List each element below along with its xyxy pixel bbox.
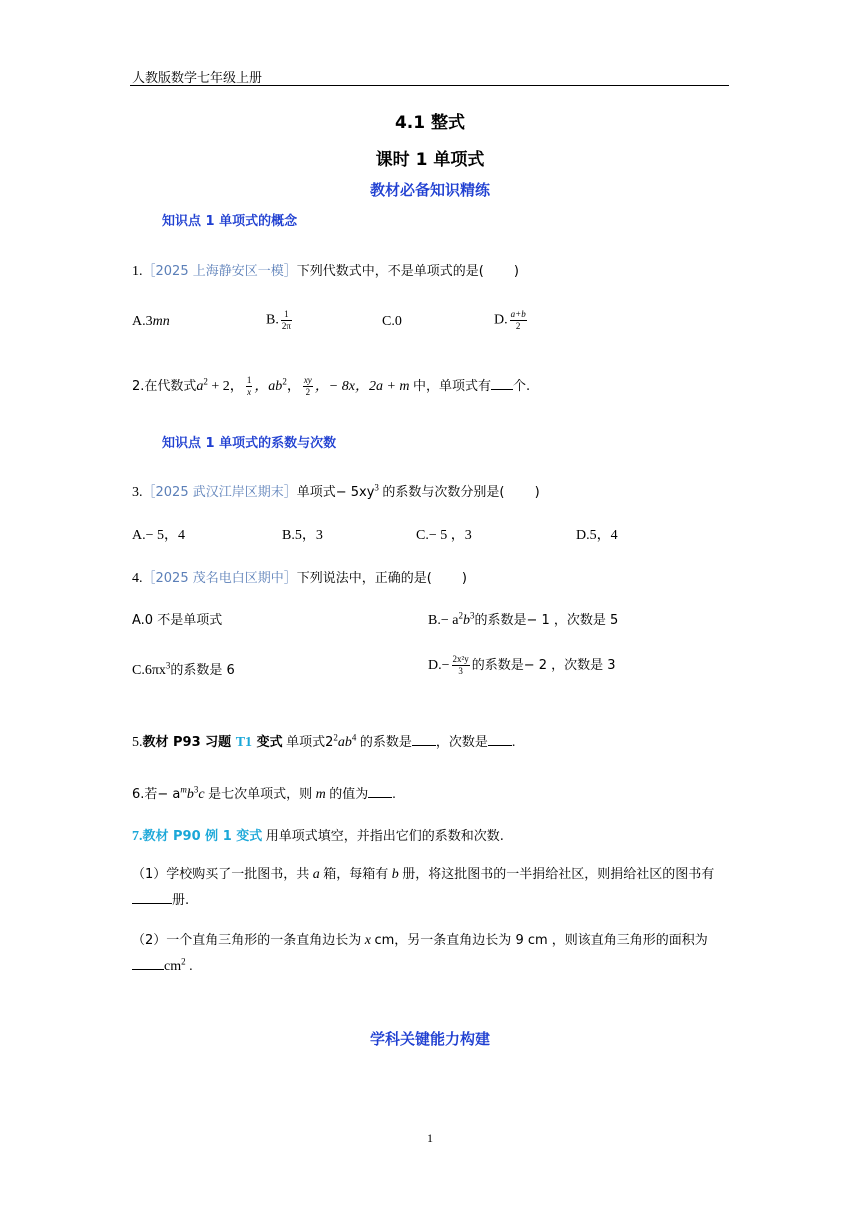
- q5-stem-2: ab: [337, 735, 352, 750]
- frac-denominator: x: [247, 387, 252, 398]
- q6-tail: 的值为: [329, 787, 369, 802]
- q7-part-2: （2）一个直角三角形的一条直角边长为 x cm，另一条直角边长为 9 cm ，则该直角三角形的面积为$cm^2$ .: [132, 933, 708, 974]
- question-4: [132, 567, 467, 587]
- knowledge-point-1: 知识点 1 单项式的概念: [162, 214, 298, 229]
- q4-option-c-part1: C.6πx: [132, 663, 166, 678]
- q3-source: ［2025 武汉江岸区期末］: [142, 485, 297, 500]
- q1-option-c: C.0: [382, 314, 402, 329]
- question-5: 5.教材 P93 习题 T1 变式 单项式$2^2ab^4$ 的系数是 ，次数是 .: [132, 732, 516, 750]
- frac-numerator: 1: [281, 309, 292, 321]
- question-1: [132, 260, 519, 280]
- q6-var: m: [315, 787, 326, 802]
- q3-number: 3.: [132, 485, 143, 500]
- q5-stem-4: ，次数是: [435, 735, 488, 750]
- q6-lead: 6.若− a: [132, 787, 181, 802]
- question-6: 6.若− $a^mb^3c$ 是七次单项式，则 m 的值为 .: [132, 784, 396, 802]
- q7-part-2-end: .: [189, 959, 193, 974]
- q5-reference-t1: T1: [235, 735, 253, 750]
- q4-option-b-part3: 的系数是− 1 ，次数是 5: [474, 613, 619, 628]
- frac-denominator: 2: [305, 387, 311, 398]
- q7-stem: 用单项式填空，并指出它们的系数和次数.: [265, 829, 504, 844]
- q4-option-b-part2: b: [462, 613, 470, 628]
- q7-part-1-answer-blank[interactable]: [132, 890, 172, 904]
- q7-part-2-var-x: x: [364, 933, 371, 948]
- q7-part-2-a: （2）一个直角三角形的一条直角边长为: [132, 933, 362, 948]
- q1-option-d-label: D.: [494, 312, 508, 328]
- q1-option-b-label: B.: [266, 312, 279, 328]
- book-header: 人教版数学七年级上册: [132, 71, 263, 86]
- q5-degree-blank[interactable]: [488, 732, 512, 746]
- frac-numerator: 1: [246, 375, 252, 386]
- q6-mid-2: c: [198, 787, 205, 802]
- q2-answer-blank[interactable]: [491, 376, 513, 390]
- q6-stem: 是七次单项式，则: [208, 787, 313, 802]
- q4-option-b-part1: B.− a: [428, 613, 459, 628]
- q4-option-d-fraction: [452, 654, 470, 677]
- q1-option-b-fraction: [281, 309, 292, 332]
- q1-option-a-label: A.3: [132, 314, 153, 329]
- q6-end: .: [392, 787, 396, 802]
- q3-option-b: B.5，3: [282, 528, 323, 543]
- q4-stem: 下列说法中，正确的是( ): [296, 571, 467, 586]
- q1-option-d-fraction: [510, 309, 527, 332]
- q4-option-b: $B.- a^2b^3$的系数是− 1 ，次数是 5: [428, 610, 619, 628]
- q4-source: ［2025 茂名电白区期中］: [142, 571, 297, 586]
- q5-stem-5: .: [511, 735, 516, 750]
- q2-expr-3: ，ab: [254, 379, 283, 394]
- q7-part-2-unit: cm: [164, 959, 182, 974]
- frac-numerator: 2x²y: [452, 654, 469, 665]
- q7-part-1-a: （1）学校购买了一批图书，共: [132, 867, 310, 882]
- q1-number: 1.: [132, 264, 143, 279]
- q7-reference: 教材 P90 例 1 变式: [142, 829, 263, 844]
- header-divider: [130, 85, 729, 86]
- q2-tail-1: 中，单项式有: [413, 379, 492, 394]
- q3-option-d: D.5，4: [576, 528, 618, 543]
- q4-option-c-part2: 的系数是 6: [170, 663, 235, 678]
- q6-exponent-m: m: [180, 784, 187, 795]
- frac-denominator: 2π: [281, 321, 291, 331]
- q2-tail-2: 个.: [513, 379, 531, 394]
- frac-denominator: 3: [458, 666, 463, 677]
- q7-part-1-var-b: b: [391, 867, 399, 882]
- q7-number: 7.: [132, 829, 143, 844]
- q7-part-1-var-a: a: [312, 867, 320, 882]
- q7-part-1-d: 册.: [172, 893, 190, 908]
- q6-mid: b: [186, 787, 194, 802]
- q1-option-a-var: mn: [152, 314, 170, 329]
- q1-option-d: [494, 309, 529, 332]
- lesson-title: 课时 1 单项式: [375, 150, 485, 170]
- q5-stem-3: 的系数是: [359, 735, 412, 750]
- part-heading-knowledge: 教材必备知识精练: [369, 181, 490, 199]
- q3-option-c: C.− 5 ，3: [416, 528, 472, 543]
- q5-reference-tail: 变式: [252, 735, 283, 750]
- knowledge-point-2: 知识点 1 单项式的系数与次数: [162, 436, 337, 451]
- q4-option-a-text: A.0 不是单项式: [132, 613, 223, 628]
- q2-expr-1-tail: + 2，: [207, 379, 244, 394]
- q3-option-a: A.− 5，4: [132, 528, 186, 543]
- frac-numerator: a+b: [510, 309, 526, 319]
- q2-expr-5: ，− 8x，2a + m: [314, 379, 410, 394]
- q2-expr-1: a: [196, 379, 204, 394]
- q6-answer-blank[interactable]: [368, 784, 392, 798]
- q5-reference: 教材 P93 习题: [142, 735, 236, 750]
- q7-part-2-answer-blank[interactable]: [132, 956, 164, 970]
- q4-option-d-part1: D.−: [428, 658, 450, 673]
- q5-stem-1: 单项式2: [286, 735, 334, 750]
- q5-coefficient-blank[interactable]: [412, 732, 436, 746]
- q1-stem: 下列代数式中，不是单项式的是( ): [296, 264, 519, 279]
- section-title: 4.1 整式: [394, 113, 466, 133]
- frac-denominator: 2: [515, 321, 521, 331]
- q7-part-1: [132, 862, 729, 914]
- q7-part-1-b: 箱，每箱有: [323, 867, 389, 882]
- q2-lead: 2.在代数式: [132, 379, 197, 394]
- q4-option-a: [132, 609, 222, 629]
- q1-option-b: [266, 309, 294, 332]
- question-3: 3.［2025 武汉江岸区期末］单项式− $5xy^3$ 的系数与次数分别是( ): [132, 482, 540, 500]
- q4-option-d: [428, 654, 616, 677]
- question-2: 2.在代数式$a^2 + 2$， $\frac{1}{x}$ ，$ab^2$， $\frac{xy}{2}$ ，− 8x，2a + m 中，单项式有 个.: [132, 375, 531, 398]
- q3-stem-2: 的系数与次数分别是( ): [382, 485, 540, 500]
- question-7: [132, 825, 504, 845]
- q1-option-a: [132, 314, 170, 330]
- q5-number: 5.: [132, 735, 143, 750]
- q2-frac-1: [246, 375, 253, 398]
- q4-option-c: $C.6\pi x^3$的系数是 6: [132, 660, 235, 678]
- part-heading-ability: 学科关键能力构建: [369, 1030, 490, 1048]
- q4-number: 4.: [132, 571, 143, 586]
- q7-part-1-c: 册，将这批图书的一半捐给社区，则捐给社区的图书有: [402, 867, 715, 882]
- q1-source: ［2025 上海静安区一模］: [142, 264, 297, 279]
- q4-option-d-part2: 的系数是− 2 ，次数是 3: [471, 658, 616, 673]
- q7-part-2-b: cm，另一条直角边长为 9 cm ，则该直角三角形的面积为: [374, 933, 708, 948]
- q3-stem-1: 单项式− 5xy: [296, 485, 375, 500]
- page-number: 1: [427, 1131, 433, 1145]
- frac-numerator: xy: [303, 375, 312, 386]
- q2-frac-2: [303, 375, 313, 398]
- q2-separator: ，: [286, 379, 301, 394]
